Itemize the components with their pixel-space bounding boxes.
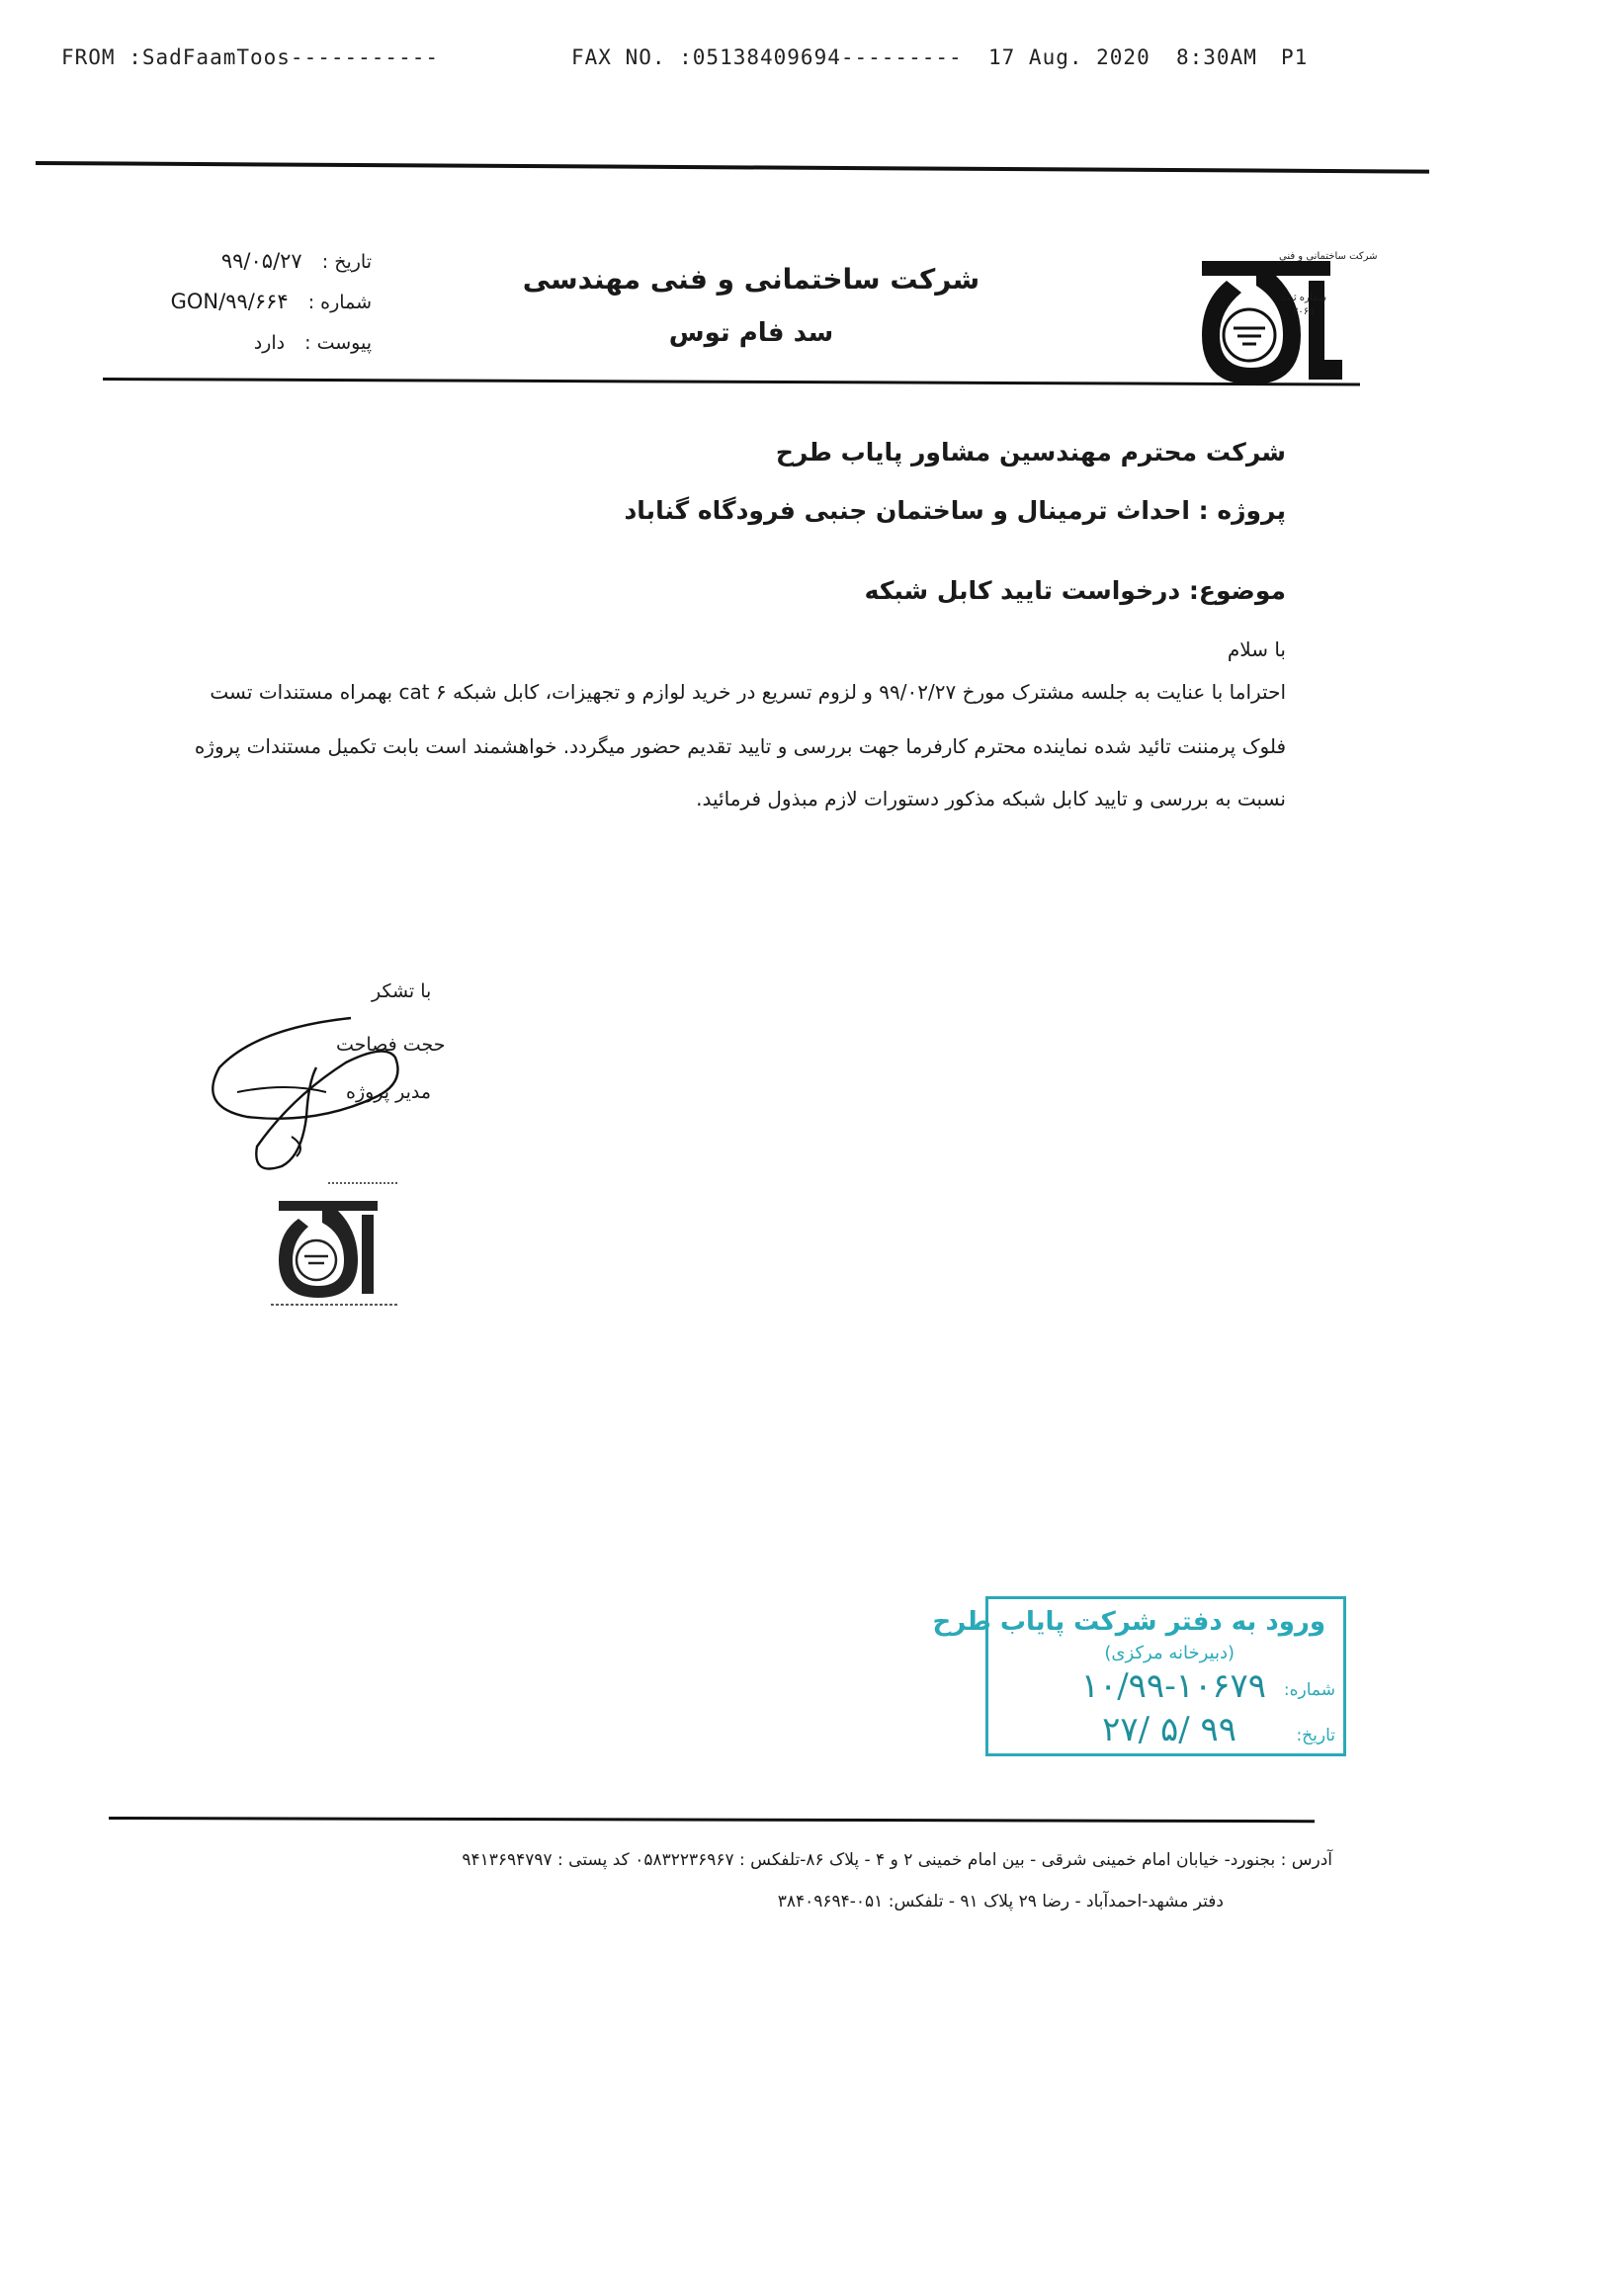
attachment-value: دارد xyxy=(253,332,286,354)
footer-address-line-1: آدرس : بجنورد- خیابان امام خمینی شرقی - بین امام خمینی ۲ و ۴ - پلاک ۸۶-تلفکس : ۰۵۸۳۲۲۳۶۹۶۷ کد پستی : ۹۴۱۳۶۹۴۷۹۷ xyxy=(462,1850,1332,1870)
date-value: ۹۹/۰۵/۲۷ xyxy=(220,249,302,273)
body-line-1: احتراما با عنایت به جلسه مشترک مورخ ۹۹/۰۲/۲۷ و لزوم تسریع در خرید لوازم و تجهیزات، کابل شبکه cat ۶ بهمراه مستندات تست xyxy=(210,680,1286,704)
company-name: شرکت ساختمانی و فنی مهندسی xyxy=(522,263,980,296)
stamp-number-label: شماره: xyxy=(1283,1680,1335,1700)
stamp-subtitle: (دبیرخانه مرکزی) xyxy=(1104,1643,1235,1663)
company-seal xyxy=(259,1171,407,1315)
company-logo-icon xyxy=(1182,241,1350,399)
letterhead-rule xyxy=(103,378,1360,386)
logo-reg-number: ۲۰۶۵ xyxy=(1293,306,1315,317)
stamp-date-value: ۹۹ /۵ /۲۷ xyxy=(1102,1710,1236,1749)
fax-date: 17 Aug. 2020 xyxy=(988,45,1150,69)
closing: با تشکر xyxy=(372,980,432,1002)
receipt-stamp xyxy=(932,1596,1346,1756)
fax-time: 8:30AM xyxy=(1176,45,1257,69)
footer-address-line-2: دفتر مشهد-احمدآباد - رضا ۲۹ پلاک ۹۱ - تلفکس: ۰۵۱-۳۸۴۰۹۶۹۴ xyxy=(777,1892,1224,1912)
logo-caption: شرکت ساختمانی و فنی xyxy=(1279,251,1378,262)
stamp-date-label: تاریخ: xyxy=(1296,1726,1335,1745)
company-logo xyxy=(1182,241,1378,399)
letter-attachment-row xyxy=(254,332,372,354)
letter-number-row xyxy=(171,290,372,313)
signer-name: حجت فصاحت xyxy=(336,1034,446,1056)
recipient-line: شرکت محترم مهندسین مشاور پایاب طرح xyxy=(775,438,1286,467)
company-seal-icon xyxy=(259,1171,407,1315)
number-label: شماره : xyxy=(307,292,372,313)
fax-page: P1 xyxy=(1281,45,1309,69)
logo-reg-label: شماره ثبت xyxy=(1281,293,1327,303)
body-line-2: فلوک پرمننت تائید شده نماینده محترم کارفرما جهت بررسی و تایید تقدیم حضور میگردد. خواهشمند است بابت تکمیل مستندات پروژه xyxy=(194,734,1286,758)
handwritten-signature xyxy=(198,988,455,1186)
greeting: با سلام xyxy=(1227,638,1286,661)
fax-from: FROM :SadFaamToos----------- xyxy=(61,45,440,69)
letter-date-row xyxy=(221,249,372,273)
body-line-3: نسبت به بررسی و تایید کابل شبکه مذکور دستورات لازم مبذول فرمائید. xyxy=(696,787,1286,810)
date-label: تاریخ : xyxy=(321,251,372,273)
fax-number: FAX NO. :05138409694--------- xyxy=(571,45,963,69)
footer-rule xyxy=(109,1817,1315,1823)
stamp-number-value: ۱۰/۹۹-۱۰۶۷۹ xyxy=(1080,1666,1266,1706)
signer-title: مدیر پروژه xyxy=(346,1081,432,1103)
subject-line: موضوع: درخواست تایید کابل شبکه xyxy=(864,576,1286,605)
company-subname: سد فام توس xyxy=(668,318,834,348)
attachment-label: پیوست : xyxy=(304,332,372,354)
project-line: پروژه : احداث ترمینال و ساختمان جنبی فرودگاه گناباد xyxy=(624,496,1286,525)
stamp-title: ورود به دفتر شرکت پایاب طرح xyxy=(932,1607,1325,1637)
top-rule xyxy=(36,161,1429,174)
number-value: GON/۹۹/۶۶۴ xyxy=(170,290,289,313)
